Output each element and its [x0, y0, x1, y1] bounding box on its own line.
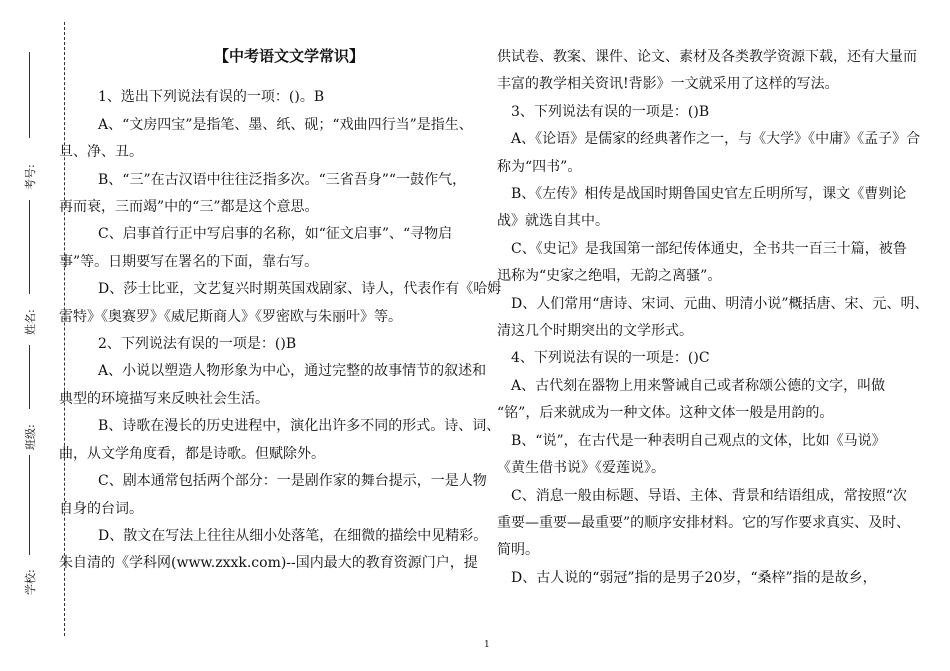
text-line: A、古代刻在器物上用来警诫自己或者称颂公德的文字，叫做 [511, 377, 886, 394]
page-title: 【中考语文文学常识】 [213, 47, 364, 65]
text-line: 重要—重要—最重要”的顺序安排材料。它的写作要求真实、及时、 [497, 514, 911, 531]
class-field[interactable] [22, 420, 46, 450]
text-line: 战》就选自其中。 [497, 213, 609, 230]
text-line: 迅称为“史家之绝唱，无韵之离骚”。 [497, 268, 722, 285]
text-line: 《黄生借书说》《爱莲说》。 [497, 460, 665, 477]
text-line: “铭”，后来就成为一种文体。这种文体一般是用韵的。 [497, 405, 834, 422]
text-line: 丰富的教学相关资讯!背影》一文就采用了这样的写法。 [497, 76, 839, 93]
text-line: 雷特》《奥赛罗》《威尼斯商人》《罗密欧与朱丽叶》等。 [59, 308, 402, 325]
text-line: 曲，从文学角度看，都是诗歌。但赋除外。 [59, 445, 325, 462]
class-label: 班级: [24, 424, 37, 450]
text-line: B、诗歌在漫长的历史进程中，演化出许多不同的形式。诗、词、 [98, 418, 501, 435]
page-number: 1 [484, 640, 490, 650]
class-underline [29, 345, 30, 409]
left-column [59, 0, 502, 578]
right-column [497, 44, 929, 592]
text-line: 简明。 [497, 542, 539, 559]
text-line: 典型的环境描写来反映社会生活。 [59, 390, 269, 407]
text-line: D、人们常用“唐诗、宋词、元曲、明清小说”概括唐、宋、元、明、 [511, 295, 929, 312]
text-line: B、“三”在古汉语中往往泛指多次。“三省吾身”“一鼓作气， [98, 171, 467, 188]
text-line: 清这几个时期突出的文学形式。 [497, 323, 693, 340]
text-line: 1、选出下列说法有误的一项：()。B [98, 89, 325, 106]
exam-number-label: 考号: [24, 164, 37, 190]
text-line: 自身的台词。 [59, 500, 143, 517]
text-line: 3、下列说法有误的一项是：()B [511, 103, 710, 120]
text-line: 供试卷、教案、课件、论文、素材及各类教学资源下载，还有大量而 [497, 49, 917, 65]
name-field[interactable] [22, 305, 46, 335]
text-line: 2、下列说法有误的一项是：()B [98, 336, 297, 353]
text-line: 4、下列说法有误的一项是：()C [511, 350, 710, 367]
name-label: 姓名: [24, 309, 37, 335]
text-line: C、剧本通常包括两个部分：一是剧作家的舞台提示，一是人物 [98, 473, 487, 490]
text-line: C、消息一般由标题、导语、主体、背景和结语组成，常按照“次 [511, 487, 907, 504]
text-line: D、散文在写法上往往从细小处落笔，在细微的描绘中见精彩。 [98, 527, 488, 544]
text-line: B、“说”，在古代是一种表明自己观点的文体，比如《马说》 [511, 432, 886, 449]
text-line: 称为“四书”。 [497, 158, 582, 175]
text-line: 事”等。日期要写在署名的下面，靠右写。 [59, 253, 319, 270]
exam-number-underline [29, 52, 30, 138]
text-line: A、《论语》是儒家的经典著作之一，与《大学》《中庸》《孟子》合 [511, 131, 921, 148]
text-line: A、“文房四宝”是指笔、墨、纸、砚；“戏曲四行当”是指生、 [98, 116, 473, 133]
exam-number-field[interactable] [22, 160, 46, 190]
text-line: 再而衰，三而竭”中的“三”都是这个意思。 [59, 199, 319, 216]
text-line: 旦、净、丑。 [59, 144, 143, 161]
text-line: C、《史记》是我国第一部纪传体通史，全书共一百三十篇，被鲁 [511, 240, 907, 257]
text-line: A、小说以塑造人物形象为中心，通过完整的故事情节的叙述和 [98, 363, 487, 380]
text-line: D、古人说的“弱冠”指的是男子20岁，“桑梓”指的是故乡， [511, 569, 877, 586]
school-underline [29, 455, 30, 555]
school-label: 学校: [24, 569, 37, 595]
text-line: D、莎士比亚，文艺复兴时期英国戏剧家、诗人，代表作有《哈姆 [98, 281, 502, 298]
text-line: B、《左传》相传是战国时期鲁国史官左丘明所写，课文《曹刿论 [511, 186, 907, 203]
text-line: C、启事首行正中写启事的名称，如“征文启事”、“寻物启 [98, 226, 453, 243]
text-line: 朱自清的《学科网(www.zxxk.com)--国内最大的教育资源门户，提 [59, 555, 478, 572]
name-underline [29, 200, 30, 294]
school-field[interactable] [22, 565, 46, 595]
